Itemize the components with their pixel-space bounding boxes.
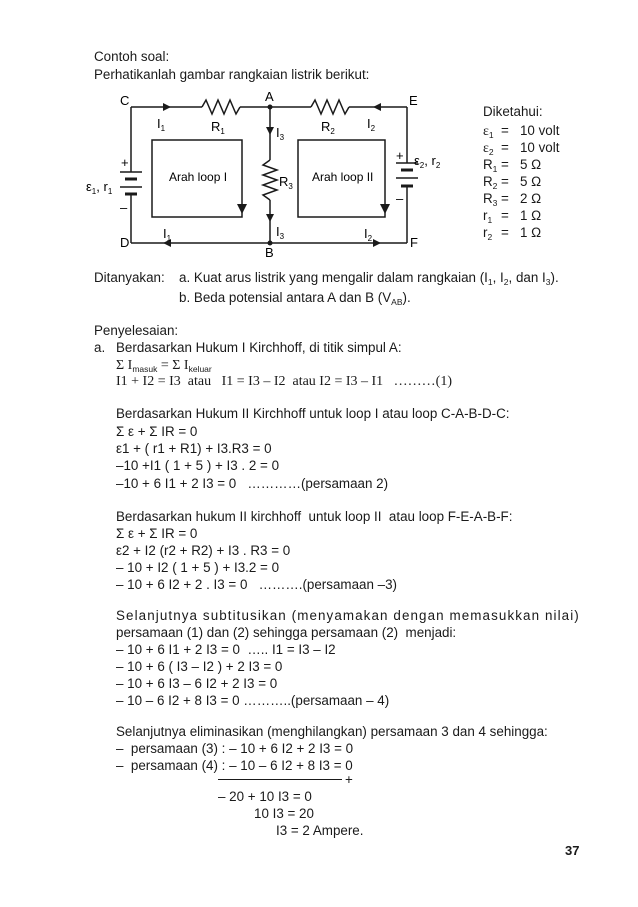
known-item: $R_2$ = 5 Ω [483,174,542,191]
question-b: b. Beda potensial antara A dan B $(V_{AB})$. [179,290,411,307]
known-item: $r_2$ = 1 Ω [483,225,542,242]
result-line: I3 = 2 Ampere. [276,823,364,838]
polarity-left-plus: + [121,155,129,170]
substitution-line: – 10 + 6 ( I3 – I2 ) + 2 I3 = 0 [116,659,283,674]
label-i3-bottom: $I_3$ [276,224,285,241]
substitution-title: Selanjutnya subtitusikan (menyamakan dengan memasukkan nilai) [116,608,580,623]
known-item: $\varepsilon_1$ = 10 volt [483,123,560,140]
node-b: B [265,245,274,260]
known-item: $r_1$ = 1 Ω [483,208,542,225]
loop1-title: Berdasarkan Hukum II Kirchhoff untuk loop I atau loop C-A-B-D-C: [116,406,510,421]
polarity-right-plus: + [396,148,404,163]
label-i1-top: $I_1$ [157,116,166,133]
result-line: – 20 + 10 I3 = 0 [218,789,312,804]
solution-a-label: a. [94,340,106,355]
node-e: E [409,93,418,108]
substitution-title-cont: persamaan (1) dan (2) sehingga persamaan (2) menjadi: [116,625,457,640]
instruction-text: Perhatikanlah gambar rangkaian listrik berikut: [94,67,370,82]
current-relations: I1 + I2 = I3 atau I1 = I3 – I2 atau I2 = I3 – I1 ………(1) [116,374,452,389]
loop1-line: ε1 + ( r1 + R1) + I3.R3 = 0 [116,441,272,456]
loop1-line: –10 + 6 I1 + 2 I3 = 0 …………(persamaan 2) [116,476,389,491]
question-label: Ditanyakan: [94,270,165,285]
plus-sign: + [345,772,353,787]
substitution-line: – 10 – 6 I2 + 8 I3 = 0 ………..(persamaan – 4) [116,693,390,708]
known-item: $\varepsilon_2$ = 10 volt [483,140,560,157]
label-source-right: $\varepsilon_2$, $r_2$ [414,153,441,170]
loop2-line: ε2 + I2 (r2 + R2) + I3 . R3 = 0 [116,543,291,558]
page-number: 37 [565,843,580,858]
loop2-line: – 10 + 6 I2 + 2 . I3 = 0 ……….(persamaan –3) [116,577,397,592]
loop1-line: Σ ε + Σ IR = 0 [116,424,198,439]
known-item: $R_3$ = 2 Ω [483,191,542,208]
node-c: C [120,93,130,108]
node-d: D [120,235,130,250]
solution-heading: Penyelesaian: [94,323,179,338]
elimination-line: – persamaan (3) : – 10 + 6 I2 + 2 I3 = 0 [116,741,354,756]
loop2-line: Σ ε + Σ IR = 0 [116,526,198,541]
substitution-line: – 10 + 6 I3 – 6 I2 + 2 I3 = 0 [116,676,278,691]
sum-rule-line [218,779,342,780]
elimination-line: – persamaan (4) : – 10 – 6 I2 + 8 I3 = 0 [116,758,353,773]
loop-1-label: Arah loop I [169,170,228,184]
sum-rule: Σ $I_{masuk} = \Sigma$ $I_{keluar}$ [116,358,212,374]
elimination-title: Selanjutnya eliminasikan (menghilangkan) persamaan 3 dan 4 sehingga: [116,724,548,739]
loop2-line: – 10 + I2 ( 1 + 5 ) + I3.2 = 0 [116,560,280,575]
question-a: a. Kuat arus listrik yang mengalir dalam rangkaian ($I_1$, $I_2$, dan $I_3$). [179,270,559,287]
example-heading: Contoh soal: [94,49,170,64]
loop1-line: –10 +I1 ( 1 + 5 ) + I3 . 2 = 0 [116,458,280,473]
known-heading: Diketahui: [483,104,543,119]
known-item: $R_1$ = 5 Ω [483,157,542,174]
label-r1: $R_1$ [211,119,225,136]
loop2-title: Berdasarkan hukum II kirchhoff untuk loop II atau loop F-E-A-B-F: [116,509,513,524]
label-i2-top: $I_2$ [367,116,376,133]
label-r3: $R_3$ [279,174,293,191]
node-f: F [410,235,418,250]
polarity-right-minus: – [396,191,404,206]
loop-2-label: Arah loop II [312,170,374,184]
solution-a-title: Berdasarkan Hukum I Kirchhoff, di titik simpul A: [116,340,402,355]
polarity-left-minus: – [120,200,128,215]
substitution-line: – 10 + 6 I1 + 2 I3 = 0 ….. I1 = I3 – I2 [116,642,336,657]
node-a: A [265,89,274,104]
label-i2-bottom: $I_2$ [364,226,373,243]
label-i1-bottom: $I_1$ [163,226,172,243]
label-i3-top: $I_3$ [276,125,285,142]
label-r2: $R_2$ [321,119,335,136]
label-source-left: $\varepsilon_1$, $r_1$ [86,179,113,196]
result-line: 10 I3 = 20 [254,806,314,821]
